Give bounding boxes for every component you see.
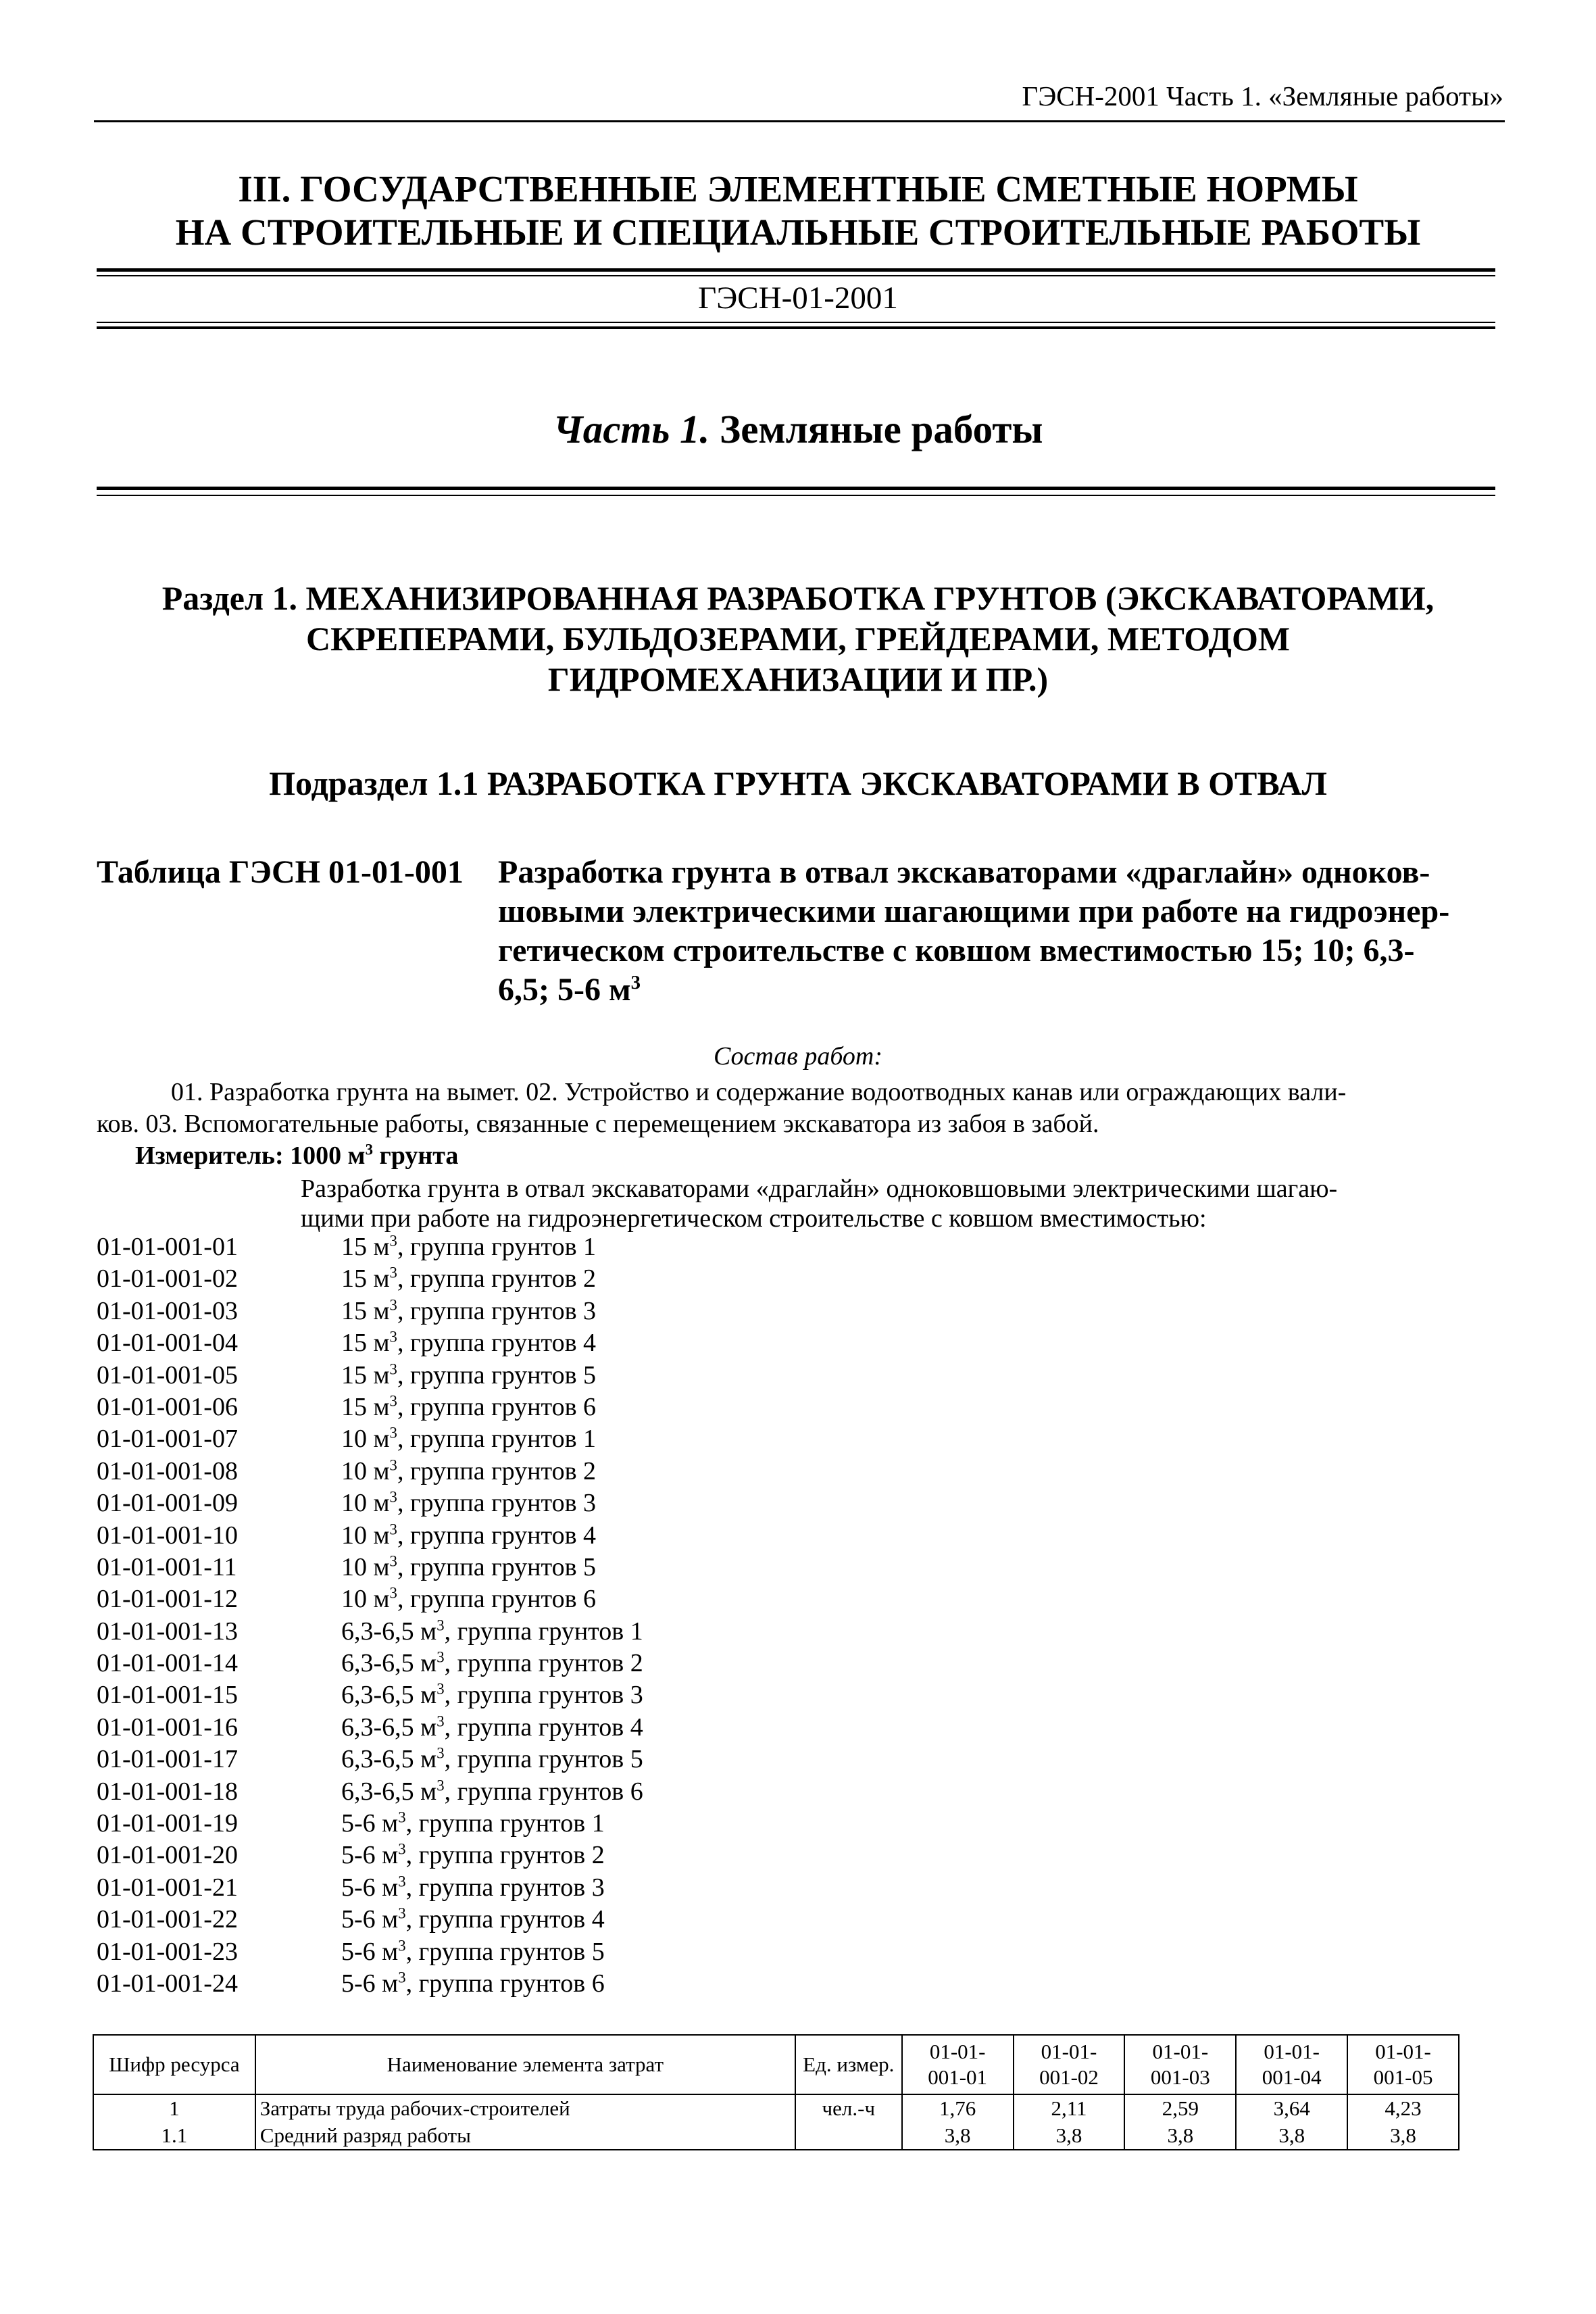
header-col-4: 01-01- 001-04: [1236, 2035, 1347, 2094]
row-value: 1,76: [902, 2094, 1014, 2122]
main-heading-line2: НА СТРОИТЕЛЬНЫЕ И СПЕЦИАЛЬНЫЕ СТРОИТЕЛЬНЫЕ РАБОТЫ: [175, 212, 1421, 253]
norm-code: 01-01-001-22: [97, 1905, 238, 1934]
norm-code: 01-01-001-19: [97, 1809, 238, 1838]
norm-code: 01-01-001-09: [97, 1489, 238, 1518]
description-line2: щими при работе на гидроэнергетическом строительстве с ковшом вместимостью:: [301, 1204, 1207, 1233]
norm-code: 01-01-001-04: [97, 1329, 238, 1358]
norm-volume: 6,3-6,5 м: [341, 1649, 437, 1678]
table-row: [93, 2094, 1459, 2122]
row-name: Затраты труда рабочих-строителей: [255, 2094, 795, 2122]
work-composition-line2: ков. 03. Вспомогательные работы, связанные с перемещением экскаватора из забоя в забой.: [97, 1110, 1099, 1138]
soil-group: , группа грунтов 6: [397, 1585, 597, 1614]
table-title-line1: Разработка грунта в отвал экскаваторами «драглайн» одноков-: [498, 854, 1430, 890]
volume-exponent: 3: [437, 1648, 445, 1666]
norm-volume: 10 м: [341, 1489, 390, 1518]
list-item: [97, 1840, 643, 1871]
norm-volume: 5-6 м: [341, 1809, 399, 1838]
list-item: [97, 1552, 643, 1583]
norm-volume: 5-6 м: [341, 1969, 399, 1998]
table-row: [93, 2122, 1459, 2150]
list-item: [97, 1936, 643, 1968]
main-heading-line1: III. ГОСУДАРСТВЕННЫЕ ЭЛЕМЕНТНЫЕ СМЕТНЫЕ НОРМЫ: [238, 168, 1358, 210]
table-title-label: Таблица ГЭСН 01-01-001: [97, 854, 464, 890]
rule-bottom-thick: [97, 326, 1495, 329]
list-item: [97, 1327, 643, 1359]
soil-group: , группа грунтов 1: [397, 1425, 597, 1454]
part-name: Земляные работы: [720, 407, 1043, 451]
volume-exponent: 3: [437, 1713, 445, 1730]
work-composition-line1: 01. Разработка грунта на вымет. 02. Устройство и содержание водоотводных канав или ограждающих вали-: [171, 1078, 1347, 1106]
list-item: [97, 1744, 643, 1775]
volume-exponent: 3: [437, 1617, 445, 1634]
row-value: 3,64: [1236, 2094, 1347, 2122]
norm-code: 01-01-001-11: [97, 1552, 237, 1581]
norm-code: 01-01-001-21: [97, 1873, 238, 1902]
table-title-line2: шовыми электрическими шагающими при работе на гидроэнер-: [498, 893, 1450, 929]
header-col-5: 01-01- 001-05: [1347, 2035, 1459, 2094]
row-unit: [795, 2122, 902, 2150]
doc-code: ГЭСН-01-2001: [698, 280, 898, 316]
norm-volume: 6,3-6,5 м: [341, 1681, 437, 1710]
row-value: 4,23: [1347, 2094, 1459, 2122]
volume-exponent: 3: [389, 1392, 397, 1410]
row-code: 1: [93, 2094, 255, 2122]
rule-part-thick: [97, 487, 1495, 490]
norm-volume: 6,3-6,5 м: [341, 1745, 437, 1774]
list-item: [97, 1583, 643, 1615]
volume-exponent: 3: [398, 1969, 406, 1986]
list-item: [97, 1423, 643, 1455]
list-item: [97, 1648, 643, 1679]
soil-group: , группа грунтов 6: [444, 1777, 643, 1806]
resource-table-header: [93, 2035, 1459, 2094]
volume-exponent: 3: [389, 1360, 397, 1377]
norm-code: 01-01-001-16: [97, 1713, 238, 1742]
soil-group: , группа грунтов 6: [397, 1392, 597, 1421]
soil-group: , группа грунтов 3: [444, 1681, 643, 1710]
subsection-heading: Подраздел 1.1 РАЗРАБОТКА ГРУНТА ЭКСКАВАТОРАМИ В ОТВАЛ: [269, 764, 1327, 802]
row-name: Средний разряд работы: [255, 2122, 795, 2150]
row-value: 2,59: [1124, 2094, 1236, 2122]
norm-volume: 15 м: [341, 1392, 390, 1421]
norm-volume: 5-6 м: [341, 1905, 399, 1934]
norm-volume: 5-6 м: [341, 1841, 399, 1870]
norm-volume: 15 м: [341, 1329, 390, 1358]
volume-exponent: 3: [398, 1840, 406, 1858]
work-composition-title: Состав работ:: [713, 1042, 883, 1070]
soil-group: , группа грунтов 2: [405, 1841, 605, 1870]
list-item: [97, 1296, 643, 1327]
table-title-line3: гетическом строительстве с ковшом вместимостью 15; 10; 6,3-: [498, 933, 1415, 968]
soil-group: , группа грунтов 1: [397, 1233, 597, 1261]
description-line1: Разработка грунта в отвал экскаваторами «драглайн» одноковшовыми электрическими шагаю-: [301, 1175, 1338, 1203]
rule-bottom-thin: [97, 322, 1495, 323]
norm-code: 01-01-001-01: [97, 1233, 238, 1261]
volume-exponent: 3: [389, 1456, 397, 1474]
soil-group: , группа грунтов 4: [405, 1905, 605, 1934]
soil-group: , группа грунтов 6: [405, 1969, 605, 1998]
norm-code: 01-01-001-06: [97, 1392, 238, 1421]
norm-code: 01-01-001-15: [97, 1681, 238, 1710]
list-item: [97, 1456, 643, 1487]
norm-code: 01-01-001-07: [97, 1425, 238, 1454]
table-title-line4: 6,5; 5-6 $м^3$: [498, 972, 641, 1008]
norm-volume: 6,3-6,5 м: [341, 1777, 437, 1806]
norm-volume: 10 м: [341, 1552, 390, 1581]
soil-group: , группа грунтов 5: [444, 1745, 643, 1774]
header-unit: Ед. измер.: [795, 2035, 902, 2094]
header-col-3: 01-01- 001-03: [1124, 2035, 1236, 2094]
row-value: 3,8: [1236, 2122, 1347, 2150]
volume-exponent: 3: [398, 1936, 406, 1954]
norm-code: 01-01-001-18: [97, 1777, 238, 1806]
list-item: [97, 1263, 643, 1295]
section-line2: СКРЕПЕРАМИ, БУЛЬДОЗЕРАМИ, ГРЕЙДЕРАМИ, МЕТОДОМ: [305, 620, 1291, 658]
soil-group: , группа грунтов 2: [397, 1264, 597, 1294]
volume-exponent: 3: [437, 1744, 445, 1762]
norm-volume: 6,3-6,5 м: [341, 1713, 437, 1742]
norm-volume: 6,3-6,5 м: [341, 1617, 437, 1646]
measure-label: Измеритель:: [135, 1141, 284, 1170]
rule-part-thin: [97, 495, 1495, 496]
soil-group: , группа грунтов 4: [397, 1329, 597, 1358]
list-item: [97, 1679, 643, 1711]
row-unit: чел.-ч: [795, 2094, 902, 2122]
list-item: [97, 1231, 643, 1263]
norm-code: 01-01-001-05: [97, 1360, 238, 1389]
header-name: Наименование элемента затрат: [255, 2035, 795, 2094]
volume-exponent: 3: [398, 1808, 406, 1826]
volume-exponent: 3: [389, 1552, 397, 1570]
soil-group: , группа грунтов 5: [397, 1360, 597, 1389]
soil-group: , группа грунтов 3: [397, 1296, 597, 1325]
list-item: [97, 1872, 643, 1904]
volume-exponent: 3: [398, 1873, 406, 1890]
soil-group: , группа грунтов 3: [397, 1489, 597, 1518]
soil-group: , группа грунтов 1: [405, 1809, 605, 1838]
volume-exponent: 3: [437, 1776, 445, 1794]
norm-volume: 5-6 м: [341, 1937, 399, 1966]
volume-exponent: 3: [389, 1296, 397, 1314]
norm-code: 01-01-001-20: [97, 1841, 238, 1870]
volume-exponent: 3: [389, 1488, 397, 1506]
volume-exponent: 3: [398, 1904, 406, 1922]
norm-code: 01-01-001-24: [97, 1969, 238, 1998]
header-col-2: 01-01- 001-02: [1014, 2035, 1125, 2094]
norm-volume: 15 м: [341, 1296, 390, 1325]
soil-group: , группа грунтов 4: [444, 1713, 643, 1742]
part-title: [0, 406, 1596, 453]
rule-top-thick: [97, 268, 1495, 272]
measure: [135, 1139, 458, 1172]
norm-code: 01-01-001-17: [97, 1745, 238, 1774]
list-item: [97, 1487, 643, 1519]
list-item: [97, 1776, 643, 1808]
section-line3: ГИДРОМЕХАНИЗАЦИИ И ПР.): [547, 660, 1049, 698]
row-value: 3,8: [1014, 2122, 1125, 2150]
volume-exponent: 3: [389, 1232, 397, 1250]
norm-volume: 10 м: [341, 1585, 390, 1614]
list-item: [97, 1904, 643, 1936]
volume-exponent: 3: [389, 1584, 397, 1602]
norm-volume: 10 м: [341, 1521, 390, 1550]
list-item: [97, 1712, 643, 1744]
list-item: [97, 1392, 643, 1423]
norm-code: 01-01-001-08: [97, 1456, 238, 1485]
list-item: [97, 1616, 643, 1648]
header-rule: [94, 120, 1505, 122]
norm-code: 01-01-001-02: [97, 1264, 238, 1294]
row-code: 1.1: [93, 2122, 255, 2150]
part-label: Часть 1.: [553, 407, 710, 451]
rule-top-thin: [97, 275, 1495, 276]
norm-code: 01-01-001-03: [97, 1296, 238, 1325]
list-item: [97, 1968, 643, 2000]
running-header: ГЭСН-2001 Часть 1. «Земляные работы»: [1022, 80, 1503, 112]
volume-exponent: 3: [389, 1264, 397, 1281]
soil-group: , группа грунтов 2: [444, 1649, 643, 1678]
row-value: 3,8: [902, 2122, 1014, 2150]
main-heading: [0, 168, 1596, 254]
norm-volume: 15 м: [341, 1233, 390, 1261]
volume-exponent: 3: [389, 1424, 397, 1442]
volume-exponent: 3: [389, 1520, 397, 1537]
norm-code: 01-01-001-10: [97, 1521, 238, 1550]
norm-volume: 10 м: [341, 1425, 390, 1454]
row-value: 2,11: [1014, 2094, 1125, 2122]
volume-exponent: 3: [389, 1328, 397, 1346]
table-title-text: [498, 853, 1449, 1010]
norm-code: 01-01-001-12: [97, 1585, 238, 1614]
norm-code-list: [97, 1231, 643, 2000]
norm-volume: 5-6 м: [341, 1873, 399, 1902]
section-heading: [0, 578, 1596, 699]
row-value: 3,8: [1347, 2122, 1459, 2150]
soil-group: , группа грунтов 3: [405, 1873, 605, 1902]
list-item: [97, 1808, 643, 1840]
header-col-1: 01-01- 001-01: [902, 2035, 1014, 2094]
soil-group: , группа грунтов 5: [397, 1552, 597, 1581]
measure-value: 1000 $м^3$ грунта: [290, 1141, 459, 1170]
section-line1: Раздел 1. МЕХАНИЗИРОВАННАЯ РАЗРАБОТКА ГРУНТОВ (ЭКСКАВАТОРАМИ,: [161, 579, 1435, 617]
resource-table: [93, 2034, 1460, 2150]
soil-group: , группа грунтов 2: [397, 1456, 597, 1485]
norm-volume: 15 м: [341, 1264, 390, 1294]
soil-group: , группа грунтов 5: [405, 1937, 605, 1966]
norm-code: 01-01-001-23: [97, 1937, 238, 1966]
norm-volume: 15 м: [341, 1360, 390, 1389]
soil-group: , группа грунтов 4: [397, 1521, 597, 1550]
volume-exponent: 3: [437, 1680, 445, 1698]
list-item: [97, 1360, 643, 1392]
row-value: 3,8: [1124, 2122, 1236, 2150]
header-code: Шифр ресурса: [93, 2035, 255, 2094]
norm-code: 01-01-001-14: [97, 1649, 238, 1678]
norm-code: 01-01-001-13: [97, 1617, 238, 1646]
norm-volume: 10 м: [341, 1456, 390, 1485]
list-item: [97, 1520, 643, 1552]
soil-group: , группа грунтов 1: [444, 1617, 643, 1646]
